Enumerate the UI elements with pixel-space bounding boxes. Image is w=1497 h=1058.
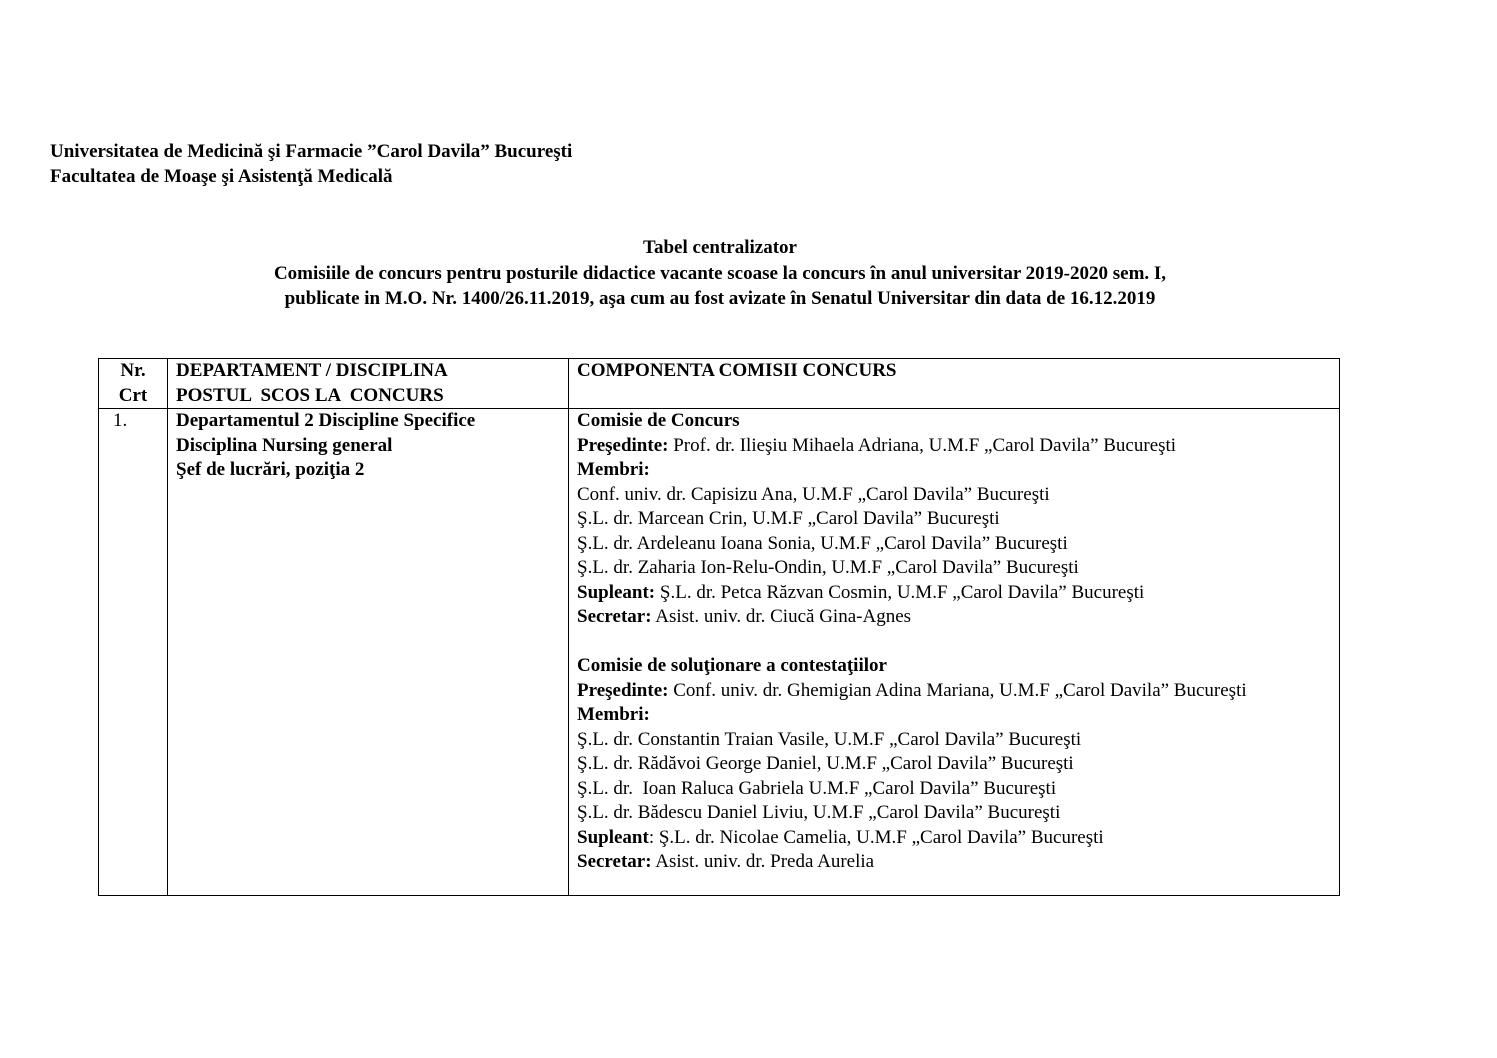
line-text: Asist. univ. dr. Preda Aurelia xyxy=(651,851,875,872)
line-label: Preşedinte: xyxy=(577,679,669,701)
position-line: Şef de lucrări, poziţia 2 xyxy=(176,459,365,480)
line-label: Preşedinte: xyxy=(577,434,669,456)
line-label: Membri: xyxy=(577,459,650,480)
commission-line xyxy=(577,483,1331,508)
document-header xyxy=(50,139,572,189)
commission-line xyxy=(577,581,1331,606)
line-text: Asist. univ. dr. Ciucă Gina-Agnes xyxy=(651,606,912,627)
commission-line xyxy=(577,409,1331,434)
header-nr xyxy=(99,359,168,409)
commission-line xyxy=(577,801,1331,826)
line-label: Membri: xyxy=(577,704,650,725)
table-header-row xyxy=(99,359,1340,409)
line-label: Supleant xyxy=(577,826,649,848)
commissions-table xyxy=(98,358,1340,896)
header-nr-line: Nr. xyxy=(120,360,146,381)
line-label: Supleant: xyxy=(577,581,656,603)
commission-line xyxy=(577,826,1331,851)
header-department xyxy=(168,359,569,409)
commission-line xyxy=(577,752,1331,777)
commission-line xyxy=(577,777,1331,802)
line-text: Ş.L. dr. Rădăvoi George Daniel, U.M.F „Carol Davila” Bucureşti xyxy=(577,753,1074,774)
appeals-commission xyxy=(577,654,1331,875)
line-label: Secretar: xyxy=(577,606,652,627)
row-department xyxy=(168,409,569,896)
commission-line xyxy=(577,728,1331,753)
title-line-3: publicate in M.O. Nr. 1400/26.11.2019, aşa cum au fost avizate în Senatul Universitar din data de 16.12.2019 xyxy=(284,288,1156,309)
commission-line xyxy=(577,507,1331,532)
line-label: Comisie de soluţionare a contestaţiilor xyxy=(577,655,887,676)
line-text: Ş.L. dr. Petca Răzvan Cosmin, U.M.F „Carol Davila” Bucureşti xyxy=(655,581,1145,603)
commission-line xyxy=(577,556,1331,581)
line-text: Prof. dr. Ilieşiu Mihaela Adriana, U.M.F „Carol Davila” Bucureşti xyxy=(668,434,1177,456)
row-composition xyxy=(569,409,1340,896)
contest-commission xyxy=(577,409,1331,630)
commission-line xyxy=(577,458,1331,483)
row-nr: 1. xyxy=(99,409,168,896)
line-text: Ş.L. dr. Ardeleanu Ioana Sonia, U.M.F „Carol Davila” Bucureşti xyxy=(577,532,1068,554)
line-label: Secretar: xyxy=(577,851,652,872)
line-text: Ş.L. dr. Marcean Crin, U.M.F „Carol Davila” Bucureşti xyxy=(577,508,1000,529)
university-name: Universitatea de Medicină şi Farmacie ”Carol Davila” Bucureşti xyxy=(50,141,573,162)
commission-line xyxy=(577,679,1331,704)
commission-line xyxy=(577,654,1331,679)
department-line: Departamentul 2 Discipline Specifice xyxy=(176,410,476,431)
title-line-2: Comisiile de concurs pentru posturile didactice vacante scoase la concurs în anul universitar 2019-2020 sem. I, xyxy=(273,262,1167,284)
faculty-name: Facultatea de Moaşe şi Asistenţă Medicală xyxy=(50,166,393,187)
header-composition: COMPONENTA COMISII CONCURS xyxy=(569,359,1340,409)
line-label: Comisie de Concurs xyxy=(577,410,740,431)
discipline-line: Disciplina Nursing general xyxy=(176,434,393,456)
line-text: Ş.L. dr. Zaharia Ion-Relu-Ondin, U.M.F „Carol Davila” Bucureşti xyxy=(577,557,1079,578)
header-dept-line: POSTUL SCOS LA CONCURS xyxy=(176,384,444,406)
line-text: Ş.L. dr. Constantin Traian Vasile, U.M.F „Carol Davila” Bucureşti xyxy=(577,728,1082,750)
title-line-1: Tabel centralizator xyxy=(643,237,797,258)
table-row xyxy=(99,409,1340,896)
document-title xyxy=(0,235,1440,312)
line-text: Ş.L. dr. Bădescu Daniel Liviu, U.M.F „Carol Davila” Bucureşti xyxy=(577,802,1061,823)
line-text: Conf. univ. dr. Ghemigian Adina Mariana, U.M.F „Carol Davila” Bucureşti xyxy=(668,679,1247,701)
line-text: Conf. univ. dr. Capisizu Ana, U.M.F „Carol Davila” Bucureşti xyxy=(577,483,1050,505)
commission-line xyxy=(577,605,1331,630)
commission-line xyxy=(577,532,1331,557)
spacer xyxy=(577,630,1331,655)
commission-line xyxy=(577,850,1331,875)
line-text: : Ş.L. dr. Nicolae Camelia, U.M.F „Carol Davila” Bucureşti xyxy=(648,826,1104,848)
commission-line xyxy=(577,434,1331,459)
commission-line xyxy=(577,703,1331,728)
header-nr-line: Crt xyxy=(118,384,148,406)
line-text: Ş.L. dr. Ioan Raluca Gabriela U.M.F „Carol Davila” Bucureşti xyxy=(577,777,1057,799)
header-dept-line: DEPARTAMENT / DISCIPLINA xyxy=(176,360,448,381)
